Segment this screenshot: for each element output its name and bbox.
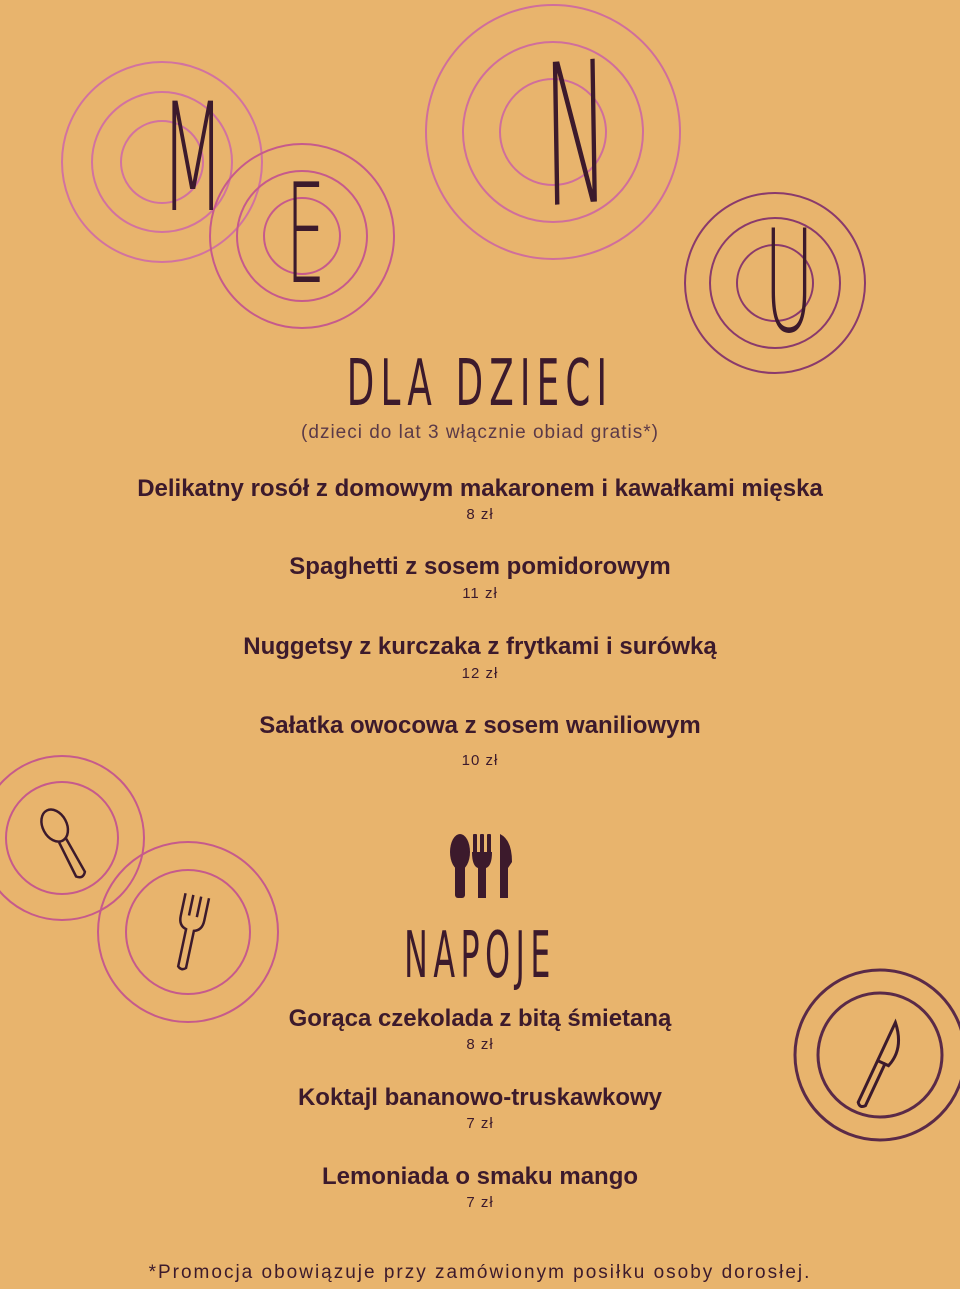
menu-item-price: 8 zł <box>466 506 494 523</box>
title-letter-u: U <box>764 200 814 365</box>
menu-item-name: Delikatny rosół z domowym makaronem i kawałkami mięska <box>137 475 823 502</box>
title-letter-n: N <box>541 19 612 253</box>
drink-item-price: 7 zł <box>466 1115 494 1132</box>
plate-spoon <box>0 756 144 920</box>
drink-item-name: Gorąca czekolada z bitą śmietaną <box>288 1005 672 1032</box>
menu-item-price: 12 zł <box>461 665 499 682</box>
menu-item-name: Sałatka owocowa z sosem waniliowym <box>259 712 701 739</box>
cutlery-icon <box>450 834 512 898</box>
menu-item-name: Nuggetsy z kurczaka z frytkami i surówką <box>243 633 717 660</box>
section-title-drinks: NAPOJE <box>404 919 556 993</box>
fork-icon <box>170 893 209 971</box>
drink-item-price: 7 zł <box>466 1194 494 1211</box>
menu-item-name: Spaghetti z sosem pomidorowym <box>289 553 671 580</box>
drink-item-name: Koktajl bananowo-truskawkowy <box>297 1084 663 1111</box>
title-letter-m: M <box>160 72 226 246</box>
promo-footnote: *Promocja obowiązuje przy zamówionym posiłku osoby dorosłej. <box>148 1262 812 1283</box>
kids-note: (dzieci do lat 3 włącznie obiad gratis*) <box>301 422 659 443</box>
drink-item-name: Lemoniada o smaku mango <box>321 1163 639 1190</box>
menu-item-price: 11 zł <box>462 585 498 602</box>
drink-item-price: 8 zł <box>466 1036 494 1053</box>
menu-item-price: 10 zł <box>461 752 499 769</box>
title-letter-e: E <box>285 154 326 315</box>
spoon-icon <box>36 805 92 882</box>
section-title-kids: DLA DZIECI <box>346 347 614 421</box>
